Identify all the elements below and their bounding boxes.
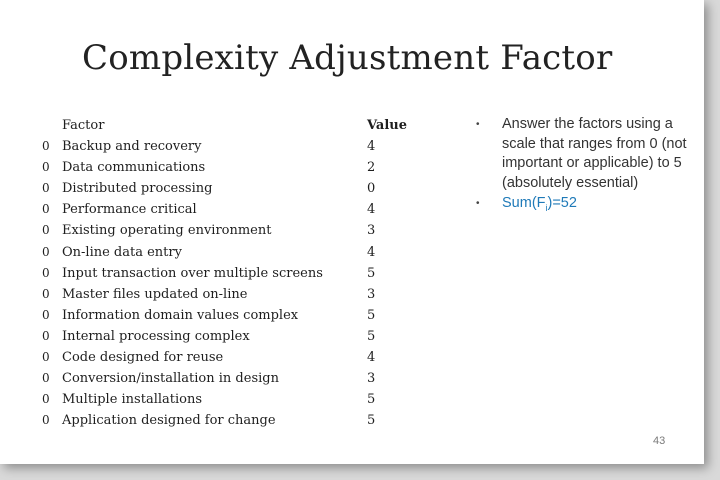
factor-cell: Internal processing complex bbox=[62, 328, 250, 344]
value-cell: 4 bbox=[367, 244, 376, 260]
value-cell: 3 bbox=[367, 371, 376, 387]
value-cell: 5 bbox=[367, 307, 376, 323]
row-bullet: 0 bbox=[42, 265, 50, 280]
row-bullet: 0 bbox=[42, 139, 50, 154]
factor-cell: Master files updated on-line bbox=[62, 286, 248, 302]
factor-cell: Data communications bbox=[62, 160, 206, 176]
value-cell: 3 bbox=[367, 286, 376, 302]
sum-text-post: )=52 bbox=[547, 195, 577, 211]
factor-cell: Backup and recovery bbox=[62, 139, 202, 155]
factor-column-header: Factor bbox=[62, 118, 105, 133]
sum-subscript: i bbox=[545, 202, 548, 213]
sum-text-pre: Sum(F bbox=[502, 195, 546, 211]
notes-list bbox=[474, 115, 694, 219]
slide-title: Complexity Adjustment Factor bbox=[82, 38, 613, 78]
row-bullet: 0 bbox=[42, 392, 50, 407]
sum-label bbox=[502, 195, 577, 211]
row-bullet: 0 bbox=[42, 286, 50, 301]
note-scale-explanation bbox=[474, 115, 694, 193]
factor-cell: Distributed processing bbox=[62, 181, 213, 197]
row-bullet: 0 bbox=[42, 350, 50, 365]
row-bullet: 0 bbox=[42, 181, 50, 196]
factor-cell: Multiple installations bbox=[62, 392, 203, 408]
bullet-icon: • bbox=[476, 119, 480, 130]
value-cell: 5 bbox=[367, 413, 376, 429]
row-bullet: 0 bbox=[42, 328, 50, 343]
row-bullet: 0 bbox=[42, 371, 50, 386]
factor-cell: Existing operating environment bbox=[62, 223, 272, 239]
factor-cell: Conversion/installation in design bbox=[62, 371, 279, 387]
row-bullet: 0 bbox=[42, 244, 50, 259]
note-sum bbox=[474, 194, 694, 218]
row-bullet: 0 bbox=[42, 307, 50, 322]
value-cell: 5 bbox=[367, 328, 376, 344]
value-cell: 0 bbox=[367, 181, 376, 197]
value-cell: 3 bbox=[367, 223, 376, 239]
row-bullet: 0 bbox=[42, 160, 50, 175]
row-bullet: 0 bbox=[42, 223, 50, 238]
value-cell: 5 bbox=[367, 265, 376, 281]
value-cell: 4 bbox=[367, 202, 376, 218]
value-cell: 5 bbox=[367, 392, 376, 408]
value-cell: 4 bbox=[367, 139, 376, 155]
row-bullet: 0 bbox=[42, 202, 50, 217]
value-cell: 2 bbox=[367, 160, 376, 176]
bullet-icon: • bbox=[476, 198, 480, 209]
row-bullet: 0 bbox=[42, 413, 50, 428]
value-column-header: Value bbox=[367, 118, 407, 133]
factor-cell: Performance critical bbox=[62, 202, 197, 218]
factor-cell: On-line data entry bbox=[62, 244, 182, 260]
factor-cell: Code designed for reuse bbox=[62, 350, 224, 366]
page-number: 43 bbox=[653, 435, 666, 447]
factor-cell: Application designed for change bbox=[62, 413, 276, 429]
note-text: Answer the factors using a scale that ranges from 0 (not important or applicable) to 5 (absolutely essential) bbox=[502, 116, 687, 191]
factor-cell: Information domain values complex bbox=[62, 307, 299, 323]
value-cell: 4 bbox=[367, 350, 376, 366]
factor-cell: Input transaction over multiple screens bbox=[62, 265, 323, 281]
